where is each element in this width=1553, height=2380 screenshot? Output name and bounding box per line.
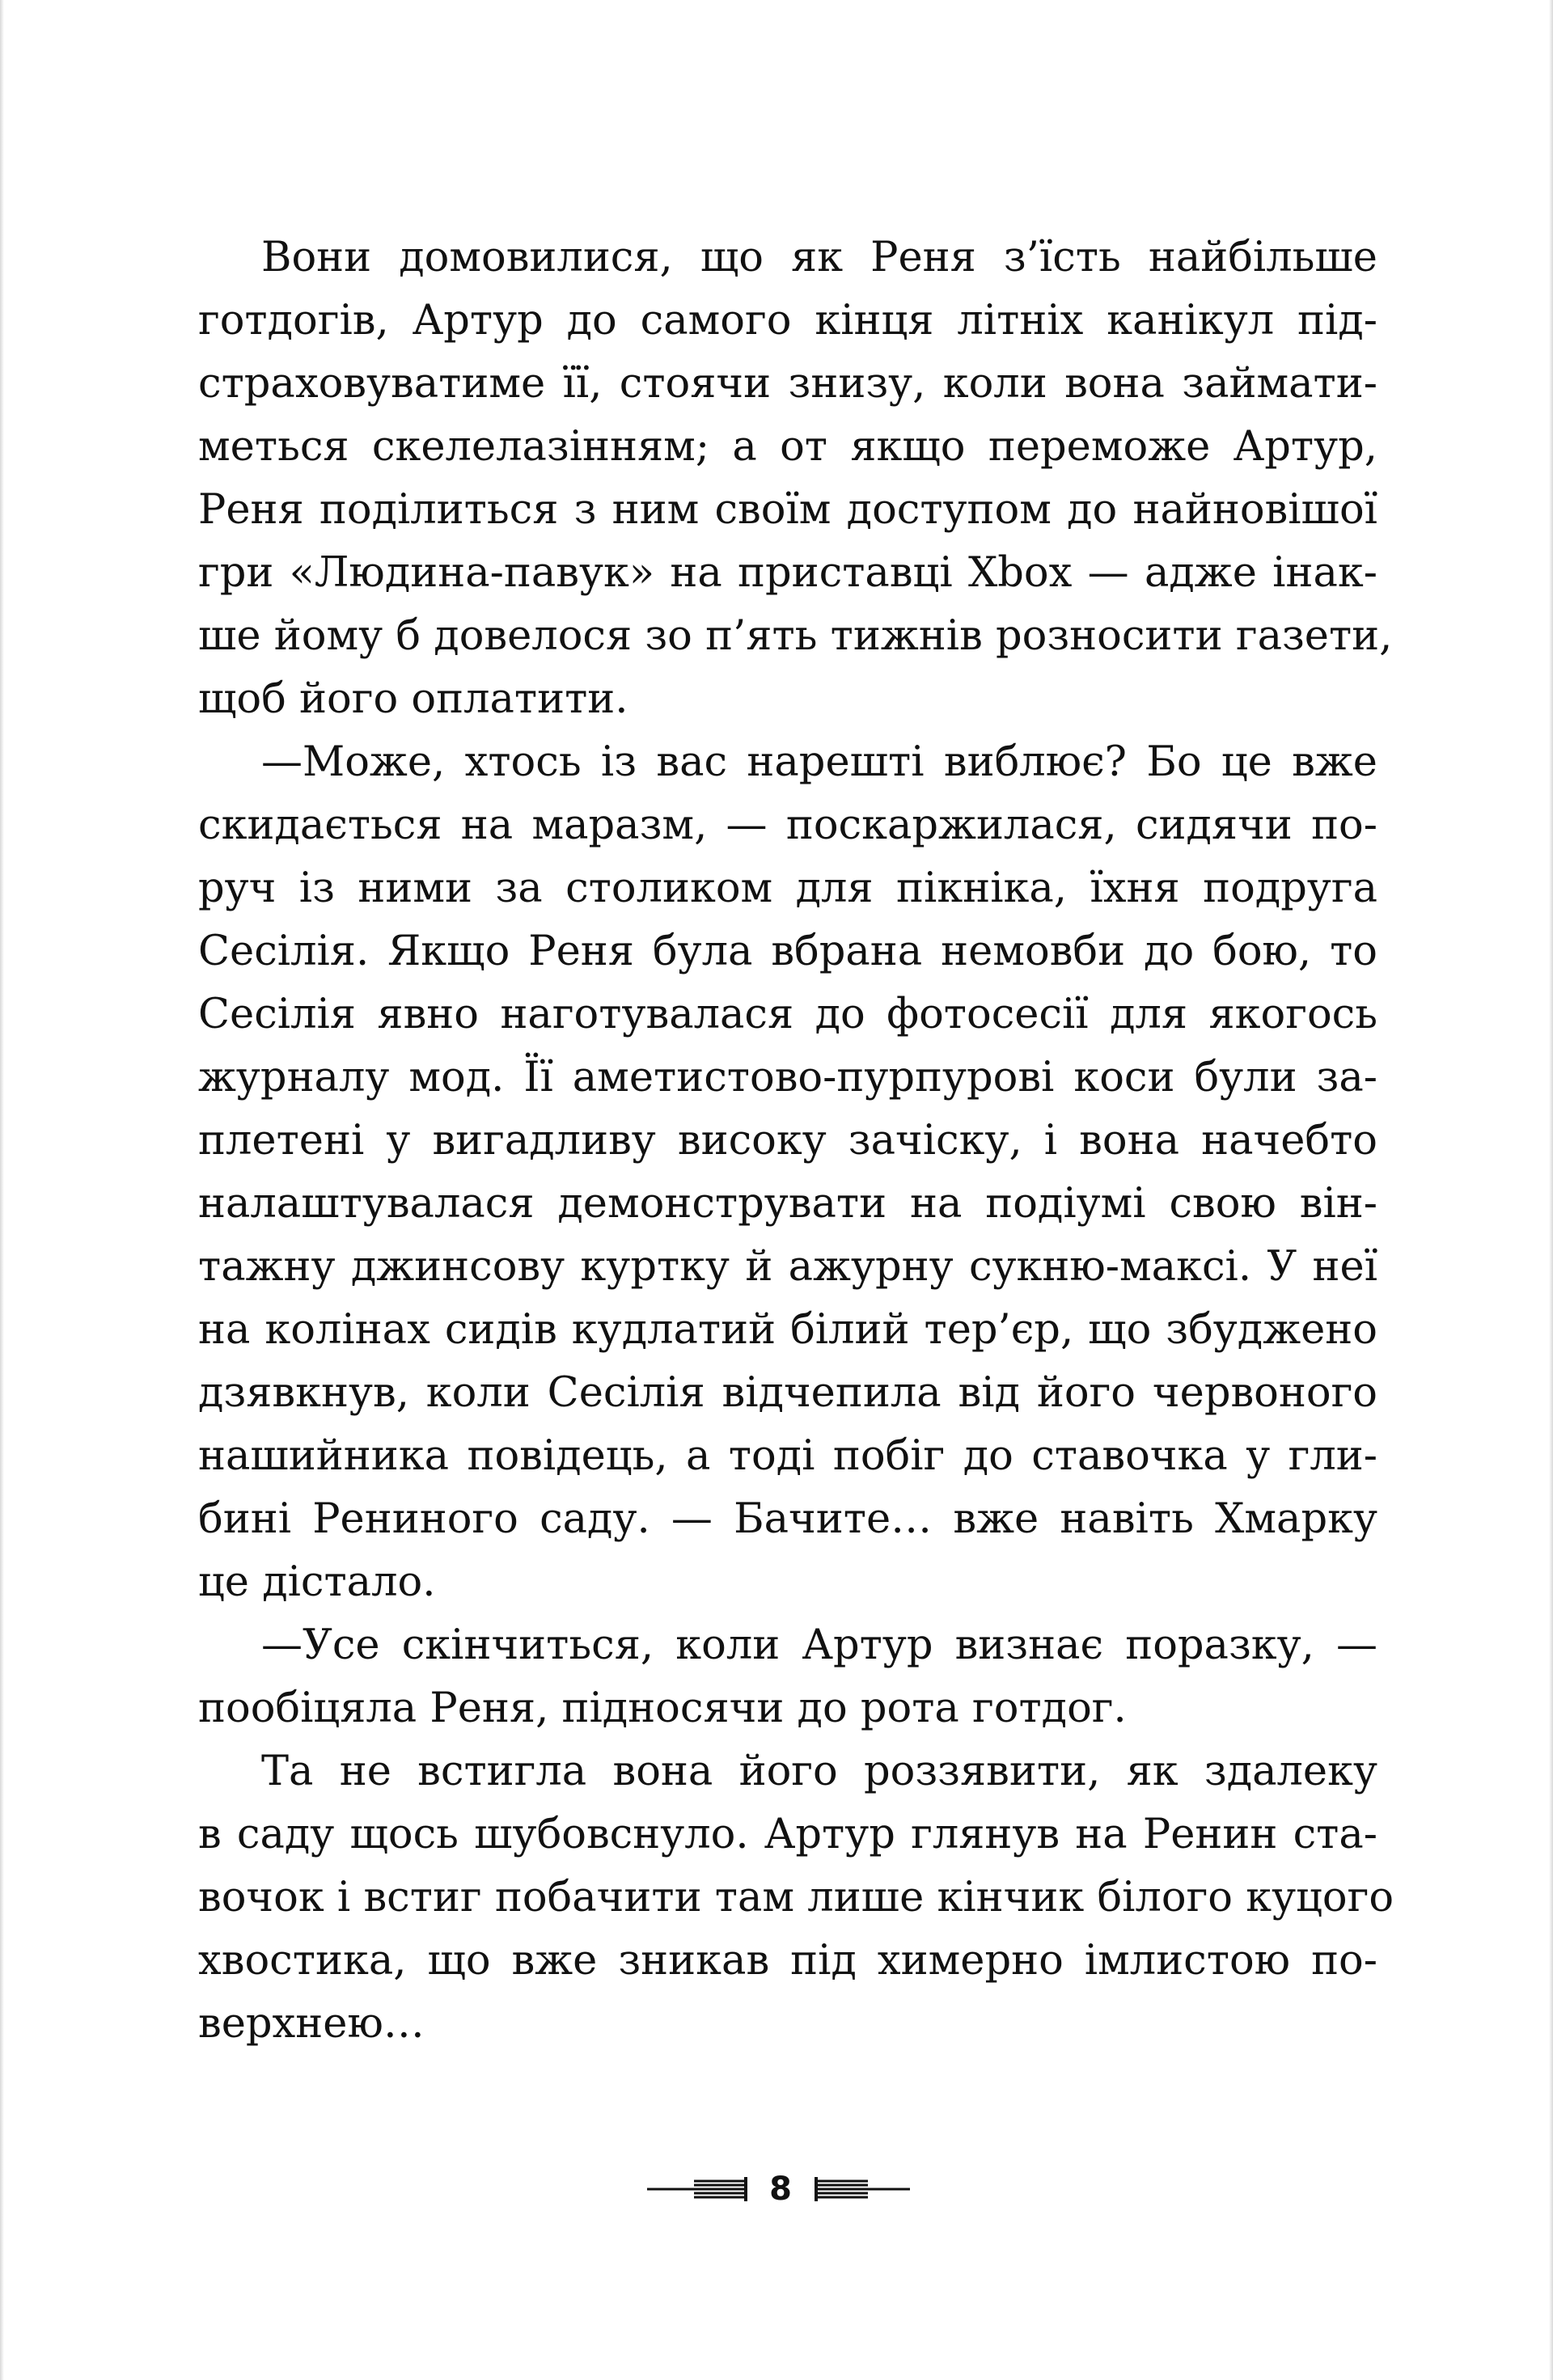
text-line: журналу мод. Її аметистово-пурпурові коси були за- <box>198 1054 1377 1101</box>
text-line: плетені у вигадливу високу зачіску, і вона начебто <box>198 1117 1377 1165</box>
page-edge-left <box>0 0 4 2380</box>
text-line: налаштувалася демонструвати на подіумі свою він- <box>198 1180 1377 1228</box>
text-line: верхнею… <box>198 2000 425 2048</box>
text-line: готдогів, Артур до самого кінця літніх канікул під- <box>198 297 1377 345</box>
text-line: тажну джинсову куртку й ажурну сукню-максі. У неї <box>198 1243 1377 1291</box>
page-footer <box>0 2169 1553 2209</box>
body-text <box>198 226 1394 2056</box>
text-line: вочок і встиг побачити там лише кінчик білого куцого <box>198 1874 1394 1921</box>
text-line: в саду щось шубовснуло. Артур глянув на Ренин ста- <box>198 1811 1377 1858</box>
folio-ornament-right-icon <box>813 2174 910 2205</box>
text-line: Та не встигла вона його роззявити, як здалеку <box>261 1748 1377 1795</box>
text-line: Сесілія. Якщо Реня була вбрана немовби до бою, то <box>198 928 1377 975</box>
page-number: 8 <box>769 2171 792 2208</box>
text-line: щоб його оплатити. <box>198 675 628 723</box>
text-line: —Може, хтось із вас нарешті виблює? Бо це вже <box>261 738 1377 786</box>
text-line: на колінах сидів кудлатий білий тер’єр, що збуджено <box>198 1306 1377 1354</box>
text-line: ше йому б довелося зо п’ять тижнів розносити газети, <box>198 612 1393 660</box>
text-line: Реня поділиться з ним своїм доступом до найновішої <box>198 486 1377 534</box>
page-edge-right <box>1549 0 1553 2380</box>
text-line: руч із ними за столиком для пікніка, їхня подруга <box>198 864 1377 912</box>
text-line: гри «Людина-павук» на приставці Xbox — адже інак- <box>198 549 1377 597</box>
text-line: Вони домовилися, що як Реня з’їсть найбільше <box>261 234 1377 281</box>
text-line: —Усе скінчиться, коли Артур визнає поразку, — <box>261 1621 1377 1669</box>
folio-ornament-left-icon <box>647 2174 752 2205</box>
text-line: дзявкнув, коли Сесілія відчепила від його червоного <box>198 1369 1377 1417</box>
text-line: страховуватиме її, стоячи знизу, коли вона займати- <box>198 360 1377 408</box>
text-line: меться скелелазінням; а от якщо переможе Артур, <box>198 423 1377 471</box>
text-line: скидається на маразм, — поскаржилася, сидячи по- <box>198 801 1377 849</box>
text-line: нашийника повідець, а тоді побіг до ставочка у гли- <box>198 1432 1377 1480</box>
text-line: хвостика, що вже зникав під химерно імлистою по- <box>198 1937 1377 1985</box>
text-line: Сесілія явно наготувалася до фотосесії для якогось <box>198 991 1377 1038</box>
text-line: пообіцяла Реня, підносячи до рота готдог. <box>198 1685 1127 1732</box>
text-line: бині Рениного саду. — Бачите… вже навіть Хмарку <box>198 1495 1377 1543</box>
text-line: це дістало. <box>198 1558 436 1606</box>
